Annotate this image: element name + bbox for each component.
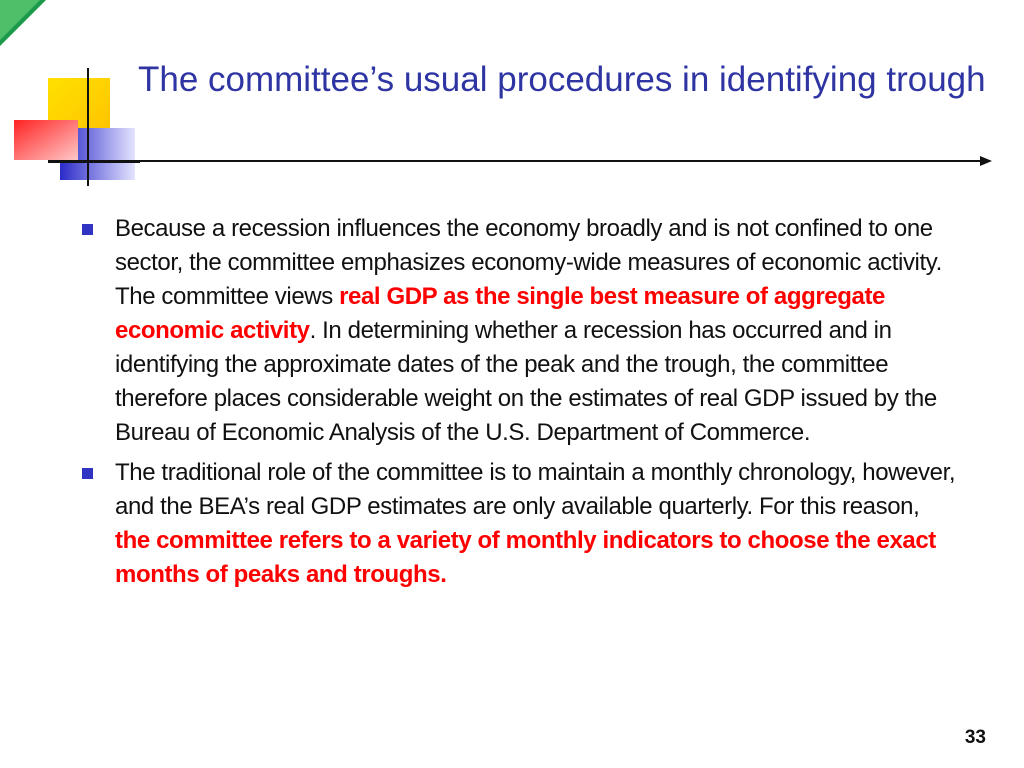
highlighted-text: the committee refers to a variety of monthly indicators to choose the exact months of peaks and troughs. (115, 527, 936, 588)
highlighted-text: real GDP as the single best measure of aggregate economic activity (115, 283, 885, 344)
bullet-item-real-gdp (80, 212, 960, 450)
bullet-item-monthly-indicators (80, 456, 960, 592)
square-bullet-icon (82, 468, 93, 479)
bullet-list (80, 212, 960, 598)
bullet-text: Because a recession influences the economy broadly and is not confined to one sector, the committee emphasizes economy-wide measures of economic activity. The committee views (115, 215, 942, 310)
slide-title: The committee’s usual procedures in identifying trough (138, 60, 986, 99)
page-number: 33 (964, 727, 986, 748)
square-bullet-icon (82, 224, 93, 235)
arrow-rule-icon (48, 150, 994, 170)
bullet-text: . In determining whether a recession has occurred and in identifying the approximate dates of the peak and the trough, the committee therefore places considerable weight on the estimates of real GDP issued by the Bureau of Economic Analysis of the U.S. Department of Commerce. (115, 317, 937, 446)
bullet-text: The traditional role of the committee is to maintain a monthly chronology, however, and the BEA’s real GDP estimates are only available quarterly. For this reason, (115, 459, 956, 520)
